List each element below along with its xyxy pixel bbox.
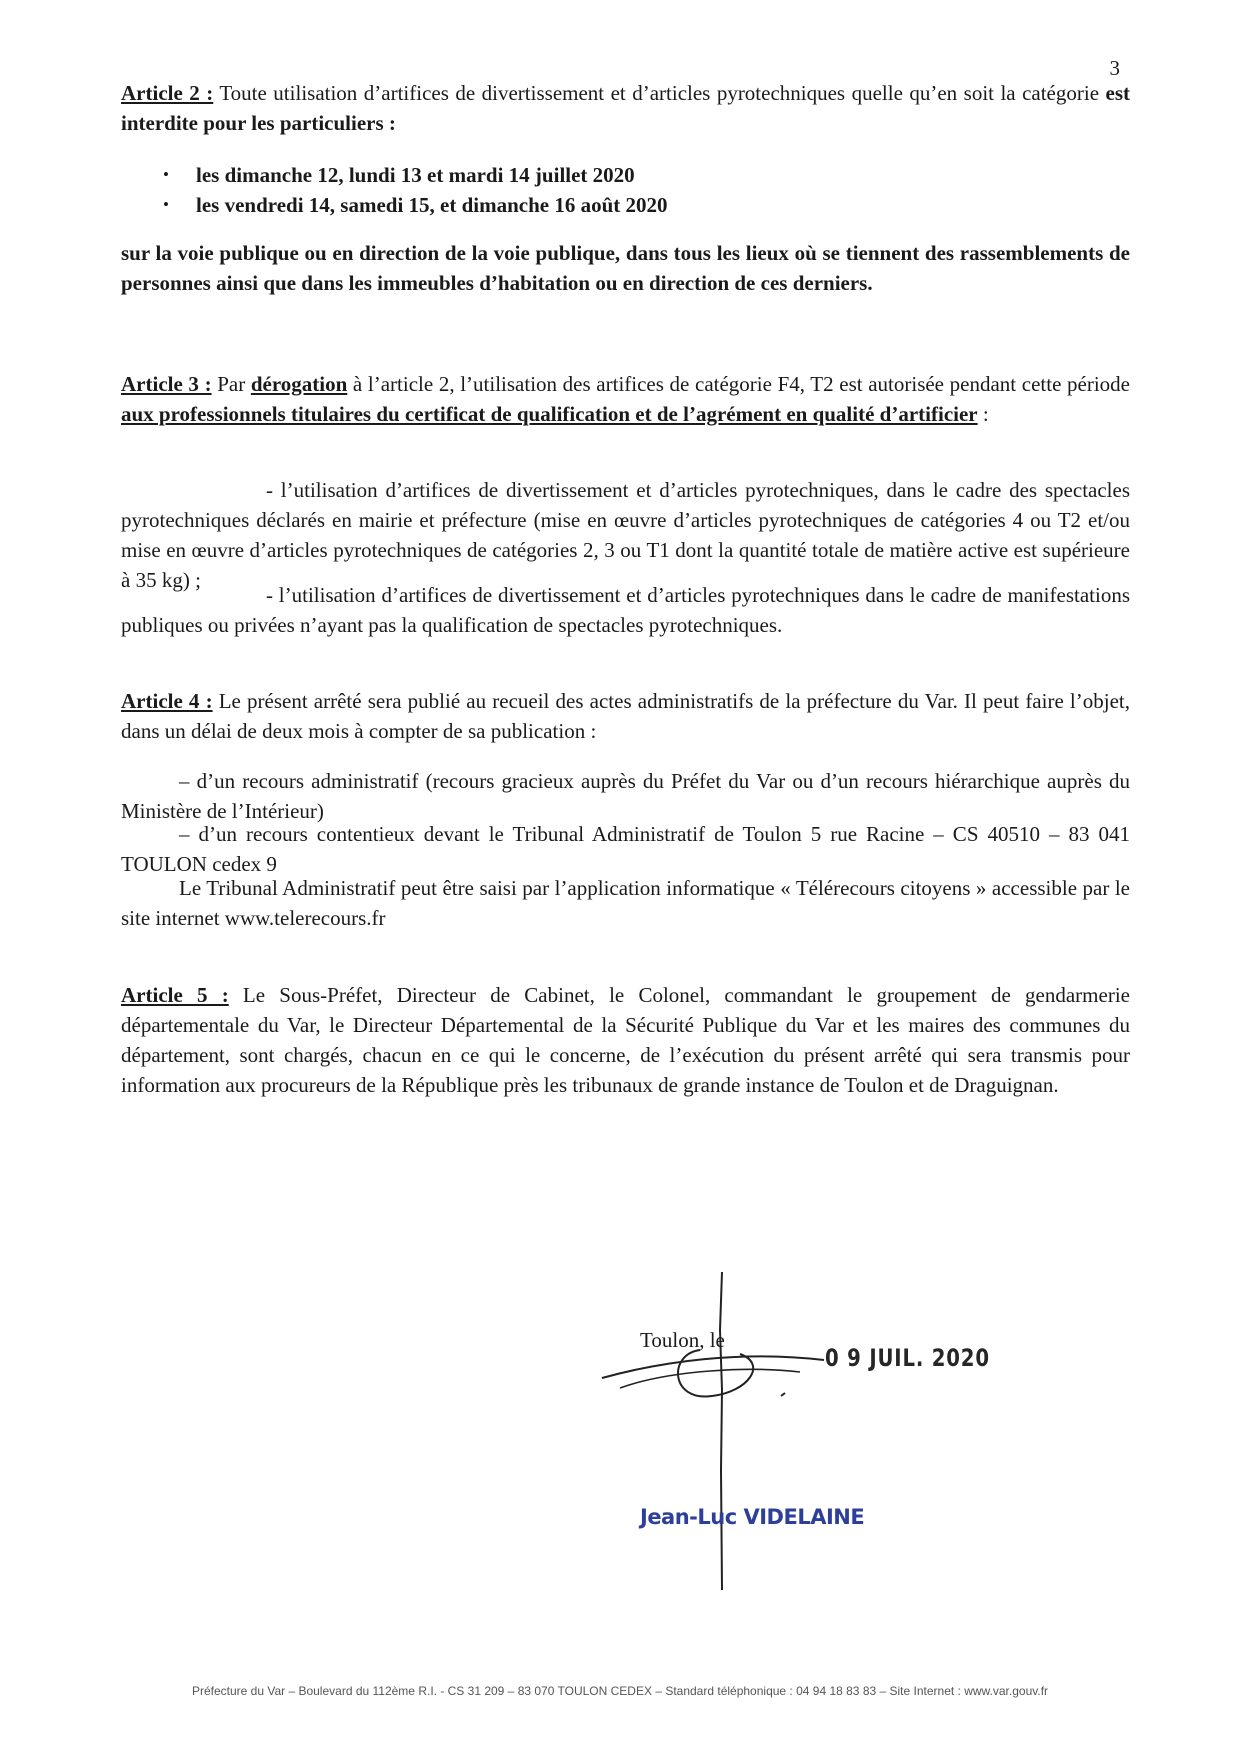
article-2-intro [121,78,1130,138]
signature-block [580,1270,1030,1590]
article-2-closing: sur la voie publique ou en direction de la voie publique, dans tous les lieux où se tiennent des rassemblements de personnes ainsi que dans les immeubles d’habitation ou en direction de ces derniers. [121,241,1130,295]
article-4-intro [121,686,1130,746]
article-3-intro [121,369,1130,429]
article-5 [121,980,1130,1100]
article-2-label: Article 2 : [121,81,214,105]
article-3-label: Article 3 : [121,372,212,396]
article-3-text: Par [211,372,251,396]
article-2-dates-list [163,160,668,220]
article-4-item-1: – d’un recours administratif (recours gracieux auprès du Préfet du Var ou d’un recours hiérarchique auprès du Ministère de l’Intérieur) [121,769,1130,823]
article-3-text-2: à l’article 2, l’utilisation des artifices de catégorie F4, T2 est autorisée pendant cette période [347,372,1130,396]
signer-name-stamp: Jean-Luc VIDELAINE [640,1505,865,1529]
article-5-label: Article 5 : [121,983,229,1007]
article-4-item-2: – d’un recours contentieux devant le Tribunal Administratif de Toulon 5 rue Racine – CS 40510 – 83 041 TOULON cedex 9 [121,822,1130,876]
article-3-item-1: - l’utilisation d’artifices de divertissement et d’articles pyrotechniques, dans le cadre des spectacles pyrotechniques déclarés en mairie et préfecture (mise en œuvre d’articles pyrotechniques de catégories 4 ou T2 et/ou mise en œuvre d’articles pyrotechniques de catégories 2, 3 ou T1 dont la quantité totale de matière active est supérieure à 35 kg) ; [121,478,1130,592]
date-stamp: 0 9 JUIL. 2020 [825,1344,990,1372]
page-footer: Préfecture du Var – Boulevard du 112ème R.I. - CS 31 209 – 83 070 TOULON CEDEX – Standard téléphonique : 04 94 18 83 83 – Site Internet : www.var.gouv.fr [191,1684,1049,1698]
article-4-label: Article 4 : [121,689,213,713]
article-2-bold: est interdite pour les particuliers : [121,81,1130,135]
list-item: • les vendredi 14, samedi 15, et dimanche 16 août 2020 [163,190,668,220]
page-number: 3 [1109,56,1120,80]
handwritten-signature [580,1270,1030,1590]
article-3-professionals: aux professionnels titulaires du certificat de qualification et de l’agrément en qualité d’artificier [121,402,978,426]
list-item: • les dimanche 12, lundi 13 et mardi 14 juillet 2020 [163,160,668,190]
signature-place: Toulon, le [640,1328,725,1352]
article-4-item-3: Le Tribunal Administratif peut être saisi par l’application informatique « Télérecours citoyens » accessible par le site internet www.telerecours.fr [121,876,1130,930]
article-3-colon: : [977,402,989,426]
article-4-text: Le présent arrêté sera publié au recueil des actes administratifs de la préfecture du Var. Il peut faire l’objet, dans un délai de deux mois à compter de sa publication : [121,689,1130,743]
article-3-derogation: dérogation [250,372,348,396]
article-2-text: Toute utilisation d’artifices de divertissement et d’articles pyrotechniques quelle qu’en soit la catégorie [213,81,1106,105]
article-5-text: Le Sous-Préfet, Directeur de Cabinet, le Colonel, commandant le groupement de gendarmerie départementale du Var, le Directeur Départemental de la Sécurité Publique du Var et les maires des communes du département, sont chargés, chacun en ce qui le concerne, de l’exécution du présent arrêté qui sera transmis pour information aux procureurs de la République près les tribunaux de grande instance de Toulon et de Draguignan. [121,983,1130,1097]
article-3-item-2: - l’utilisation d’artifices de divertissement et d’articles pyrotechniques dans le cadre de manifestations publiques ou privées n’ayant pas la qualification de spectacles pyrotechniques. [121,583,1130,637]
